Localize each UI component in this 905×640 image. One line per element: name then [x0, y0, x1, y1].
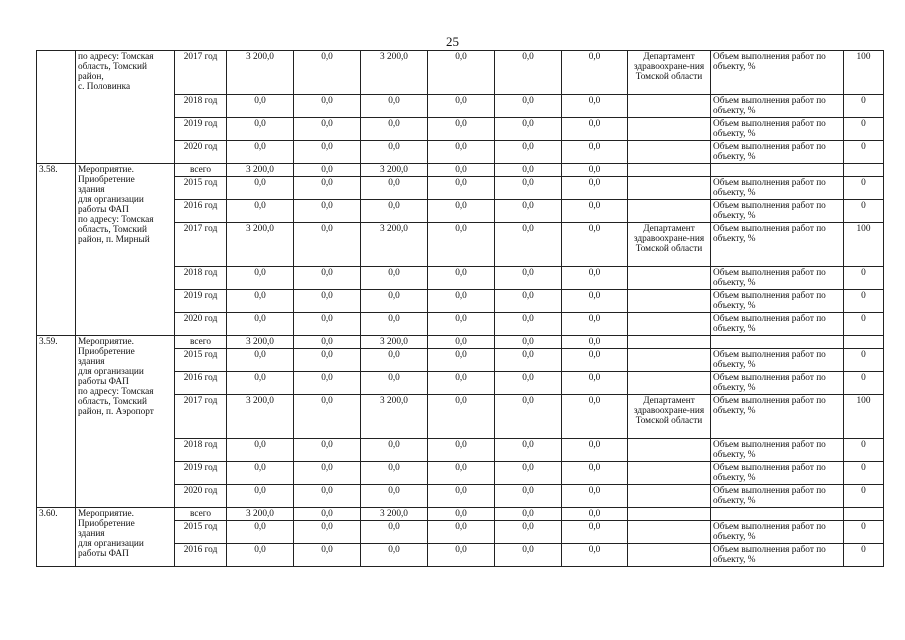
target-cell: 0: [844, 177, 884, 200]
value-cell: 3 200,0: [227, 51, 294, 95]
value-cell: 3 200,0: [361, 164, 428, 177]
value-cell: 0,0: [495, 164, 562, 177]
value-cell: 0,0: [562, 267, 628, 290]
value-cell: 0,0: [428, 141, 495, 164]
target-cell: 100: [844, 51, 884, 95]
target-cell: 0: [844, 313, 884, 336]
value-cell: 3 200,0: [227, 223, 294, 267]
value-cell: 0,0: [495, 313, 562, 336]
indicator-cell: Объем выполнения работ по объекту, %: [711, 462, 844, 485]
value-cell: 0,0: [227, 439, 294, 462]
item-name: Мероприятие. Приобретение здания для организации работы ФАП: [76, 508, 175, 567]
responsible-cell: [628, 290, 711, 313]
year-cell: 2018 год: [175, 267, 227, 290]
value-cell: 0,0: [294, 313, 361, 336]
value-cell: 0,0: [227, 485, 294, 508]
year-cell: 2020 год: [175, 485, 227, 508]
value-cell: 0,0: [227, 349, 294, 372]
responsible-cell: [628, 313, 711, 336]
value-cell: 0,0: [428, 372, 495, 395]
responsible-cell: [628, 349, 711, 372]
table-body: [37, 51, 884, 567]
value-cell: 0,0: [428, 164, 495, 177]
target-cell: 0: [844, 372, 884, 395]
target-cell: 0: [844, 485, 884, 508]
value-cell: 3 200,0: [361, 51, 428, 95]
value-cell: 0,0: [294, 51, 361, 95]
indicator-cell: Объем выполнения работ по объекту, %: [711, 200, 844, 223]
value-cell: 0,0: [227, 95, 294, 118]
value-cell: 0,0: [562, 200, 628, 223]
value-cell: 0,0: [428, 349, 495, 372]
year-cell: 2016 год: [175, 372, 227, 395]
value-cell: 0,0: [562, 164, 628, 177]
value-cell: 0,0: [495, 521, 562, 544]
responsible-cell: Департамент здравоохране-ния Томской области: [628, 51, 711, 95]
year-cell: 2019 год: [175, 290, 227, 313]
table-row: [37, 51, 884, 95]
value-cell: 3 200,0: [227, 395, 294, 439]
value-cell: 0,0: [495, 118, 562, 141]
value-cell: 0,0: [294, 223, 361, 267]
target-cell: [844, 336, 884, 349]
value-cell: 3 200,0: [227, 164, 294, 177]
page-number: 25: [446, 34, 459, 49]
target-cell: 100: [844, 223, 884, 267]
value-cell: 0,0: [294, 508, 361, 521]
item-number: [37, 51, 76, 164]
indicator-cell: Объем выполнения работ по объекту, %: [711, 141, 844, 164]
responsible-cell: [628, 462, 711, 485]
value-cell: 0,0: [495, 290, 562, 313]
value-cell: 0,0: [428, 439, 495, 462]
table-row: [37, 336, 884, 349]
value-cell: 0,0: [562, 51, 628, 95]
indicator-cell: Объем выполнения работ по объекту, %: [711, 349, 844, 372]
responsible-cell: [628, 521, 711, 544]
value-cell: 0,0: [562, 485, 628, 508]
value-cell: 0,0: [562, 372, 628, 395]
responsible-cell: [628, 485, 711, 508]
value-cell: 0,0: [294, 141, 361, 164]
value-cell: 0,0: [227, 118, 294, 141]
value-cell: 0,0: [428, 200, 495, 223]
indicator-cell: Объем выполнения работ по объекту, %: [711, 51, 844, 95]
value-cell: 0,0: [562, 395, 628, 439]
target-cell: 0: [844, 118, 884, 141]
target-cell: 0: [844, 521, 884, 544]
responsible-cell: [628, 95, 711, 118]
value-cell: 0,0: [495, 395, 562, 439]
year-cell: 2019 год: [175, 118, 227, 141]
indicator-cell: Объем выполнения работ по объекту, %: [711, 118, 844, 141]
target-cell: 0: [844, 200, 884, 223]
responsible-cell: Департамент здравоохране-ния Томской области: [628, 395, 711, 439]
item-number: 3.58.: [37, 164, 76, 336]
value-cell: 0,0: [495, 95, 562, 118]
value-cell: 3 200,0: [361, 395, 428, 439]
year-cell: 2016 год: [175, 200, 227, 223]
value-cell: 0,0: [562, 462, 628, 485]
value-cell: 3 200,0: [361, 336, 428, 349]
value-cell: 0,0: [227, 290, 294, 313]
value-cell: 0,0: [495, 336, 562, 349]
target-cell: [844, 164, 884, 177]
value-cell: 0,0: [361, 177, 428, 200]
responsible-cell: [628, 177, 711, 200]
value-cell: 0,0: [294, 95, 361, 118]
value-cell: 0,0: [361, 290, 428, 313]
responsible-cell: [628, 267, 711, 290]
indicator-cell: Объем выполнения работ по объекту, %: [711, 95, 844, 118]
responsible-cell: [628, 164, 711, 177]
value-cell: 0,0: [562, 336, 628, 349]
table-row: [37, 164, 884, 177]
value-cell: 0,0: [227, 462, 294, 485]
value-cell: 0,0: [495, 485, 562, 508]
value-cell: 3 200,0: [361, 223, 428, 267]
value-cell: 0,0: [294, 267, 361, 290]
indicator-cell: Объем выполнения работ по объекту, %: [711, 544, 844, 567]
value-cell: 3 200,0: [227, 336, 294, 349]
value-cell: 0,0: [294, 485, 361, 508]
indicator-cell: Объем выполнения работ по объекту, %: [711, 372, 844, 395]
value-cell: 0,0: [428, 95, 495, 118]
value-cell: 0,0: [562, 95, 628, 118]
value-cell: 0,0: [562, 508, 628, 521]
year-cell: 2018 год: [175, 95, 227, 118]
indicator-cell: Объем выполнения работ по объекту, %: [711, 485, 844, 508]
value-cell: 0,0: [227, 177, 294, 200]
value-cell: 0,0: [294, 290, 361, 313]
value-cell: 0,0: [562, 313, 628, 336]
target-cell: 100: [844, 395, 884, 439]
value-cell: 0,0: [361, 349, 428, 372]
year-cell: 2017 год: [175, 223, 227, 267]
value-cell: 0,0: [495, 439, 562, 462]
value-cell: 0,0: [495, 267, 562, 290]
value-cell: 0,0: [428, 336, 495, 349]
value-cell: 0,0: [361, 200, 428, 223]
responsible-cell: [628, 439, 711, 462]
year-cell: всего: [175, 508, 227, 521]
value-cell: 0,0: [428, 462, 495, 485]
value-cell: 0,0: [361, 521, 428, 544]
value-cell: 0,0: [428, 223, 495, 267]
responsible-cell: [628, 544, 711, 567]
value-cell: 0,0: [495, 544, 562, 567]
year-cell: 2020 год: [175, 141, 227, 164]
value-cell: 0,0: [361, 141, 428, 164]
value-cell: 0,0: [495, 372, 562, 395]
value-cell: 0,0: [294, 395, 361, 439]
indicator-cell: Объем выполнения работ по объекту, %: [711, 313, 844, 336]
year-cell: 2020 год: [175, 313, 227, 336]
year-cell: 2017 год: [175, 395, 227, 439]
year-cell: всего: [175, 336, 227, 349]
target-cell: [844, 508, 884, 521]
value-cell: 0,0: [361, 485, 428, 508]
target-cell: 0: [844, 349, 884, 372]
value-cell: 0,0: [428, 395, 495, 439]
value-cell: 0,0: [495, 349, 562, 372]
value-cell: 0,0: [562, 223, 628, 267]
indicator-cell: Объем выполнения работ по объекту, %: [711, 267, 844, 290]
value-cell: 0,0: [428, 313, 495, 336]
value-cell: 0,0: [562, 290, 628, 313]
value-cell: 0,0: [227, 141, 294, 164]
table-row: [37, 508, 884, 521]
item-name: Мероприятие. Приобретение здания для организации работы ФАП по адресу: Томская область, Томский район, п. Аэропорт: [76, 336, 175, 508]
value-cell: 0,0: [227, 200, 294, 223]
value-cell: 0,0: [361, 95, 428, 118]
responsible-cell: [628, 141, 711, 164]
value-cell: 0,0: [562, 141, 628, 164]
value-cell: 0,0: [495, 223, 562, 267]
value-cell: 0,0: [294, 439, 361, 462]
value-cell: 3 200,0: [227, 508, 294, 521]
value-cell: 0,0: [562, 439, 628, 462]
value-cell: 0,0: [294, 177, 361, 200]
indicator-cell: Объем выполнения работ по объекту, %: [711, 177, 844, 200]
value-cell: 0,0: [294, 372, 361, 395]
value-cell: 0,0: [361, 313, 428, 336]
value-cell: 0,0: [428, 521, 495, 544]
value-cell: 0,0: [428, 177, 495, 200]
value-cell: 0,0: [562, 521, 628, 544]
value-cell: 0,0: [227, 372, 294, 395]
year-cell: 2016 год: [175, 544, 227, 567]
value-cell: 0,0: [361, 544, 428, 567]
value-cell: 0,0: [294, 462, 361, 485]
value-cell: 0,0: [428, 267, 495, 290]
value-cell: 0,0: [562, 177, 628, 200]
target-cell: 0: [844, 462, 884, 485]
year-cell: 2015 год: [175, 349, 227, 372]
responsible-cell: [628, 200, 711, 223]
value-cell: 0,0: [294, 544, 361, 567]
responsible-cell: [628, 508, 711, 521]
value-cell: 0,0: [495, 508, 562, 521]
target-cell: 0: [844, 267, 884, 290]
value-cell: 0,0: [495, 177, 562, 200]
value-cell: 3 200,0: [361, 508, 428, 521]
year-cell: 2015 год: [175, 521, 227, 544]
target-cell: 0: [844, 544, 884, 567]
value-cell: 0,0: [361, 118, 428, 141]
indicator-cell: Объем выполнения работ по объекту, %: [711, 223, 844, 267]
value-cell: 0,0: [428, 51, 495, 95]
value-cell: 0,0: [294, 349, 361, 372]
target-cell: 0: [844, 95, 884, 118]
value-cell: 0,0: [294, 118, 361, 141]
item-name: Мероприятие. Приобретение здания для организации работы ФАП по адресу: Томская область, Томский район, п. Мирный: [76, 164, 175, 336]
value-cell: 0,0: [428, 485, 495, 508]
value-cell: 0,0: [495, 462, 562, 485]
indicator-cell: [711, 336, 844, 349]
target-cell: 0: [844, 290, 884, 313]
year-cell: 2018 год: [175, 439, 227, 462]
value-cell: 0,0: [495, 200, 562, 223]
indicator-cell: Объем выполнения работ по объекту, %: [711, 290, 844, 313]
value-cell: 0,0: [361, 372, 428, 395]
indicator-cell: Объем выполнения работ по объекту, %: [711, 395, 844, 439]
indicator-cell: [711, 164, 844, 177]
responsible-cell: [628, 336, 711, 349]
value-cell: 0,0: [562, 544, 628, 567]
value-cell: 0,0: [428, 508, 495, 521]
value-cell: 0,0: [294, 521, 361, 544]
value-cell: 0,0: [294, 164, 361, 177]
value-cell: 0,0: [428, 118, 495, 141]
value-cell: 0,0: [227, 521, 294, 544]
budget-table: [36, 50, 884, 567]
year-cell: 2019 год: [175, 462, 227, 485]
target-cell: 0: [844, 141, 884, 164]
indicator-cell: Объем выполнения работ по объекту, %: [711, 439, 844, 462]
item-number: 3.59.: [37, 336, 76, 508]
year-cell: всего: [175, 164, 227, 177]
item-name: по адресу: Томская область, Томский район, с. Половинка: [76, 51, 175, 164]
value-cell: 0,0: [495, 51, 562, 95]
year-cell: 2015 год: [175, 177, 227, 200]
value-cell: 0,0: [227, 313, 294, 336]
value-cell: 0,0: [227, 544, 294, 567]
value-cell: 0,0: [428, 290, 495, 313]
item-number: 3.60.: [37, 508, 76, 567]
value-cell: 0,0: [562, 349, 628, 372]
responsible-cell: Департамент здравоохране-ния Томской области: [628, 223, 711, 267]
value-cell: 0,0: [294, 336, 361, 349]
responsible-cell: [628, 118, 711, 141]
indicator-cell: Объем выполнения работ по объекту, %: [711, 521, 844, 544]
value-cell: 0,0: [495, 141, 562, 164]
value-cell: 0,0: [294, 200, 361, 223]
value-cell: 0,0: [562, 118, 628, 141]
value-cell: 0,0: [428, 544, 495, 567]
year-cell: 2017 год: [175, 51, 227, 95]
indicator-cell: [711, 508, 844, 521]
value-cell: 0,0: [361, 439, 428, 462]
value-cell: 0,0: [227, 267, 294, 290]
responsible-cell: [628, 372, 711, 395]
value-cell: 0,0: [361, 462, 428, 485]
value-cell: 0,0: [361, 267, 428, 290]
target-cell: 0: [844, 439, 884, 462]
